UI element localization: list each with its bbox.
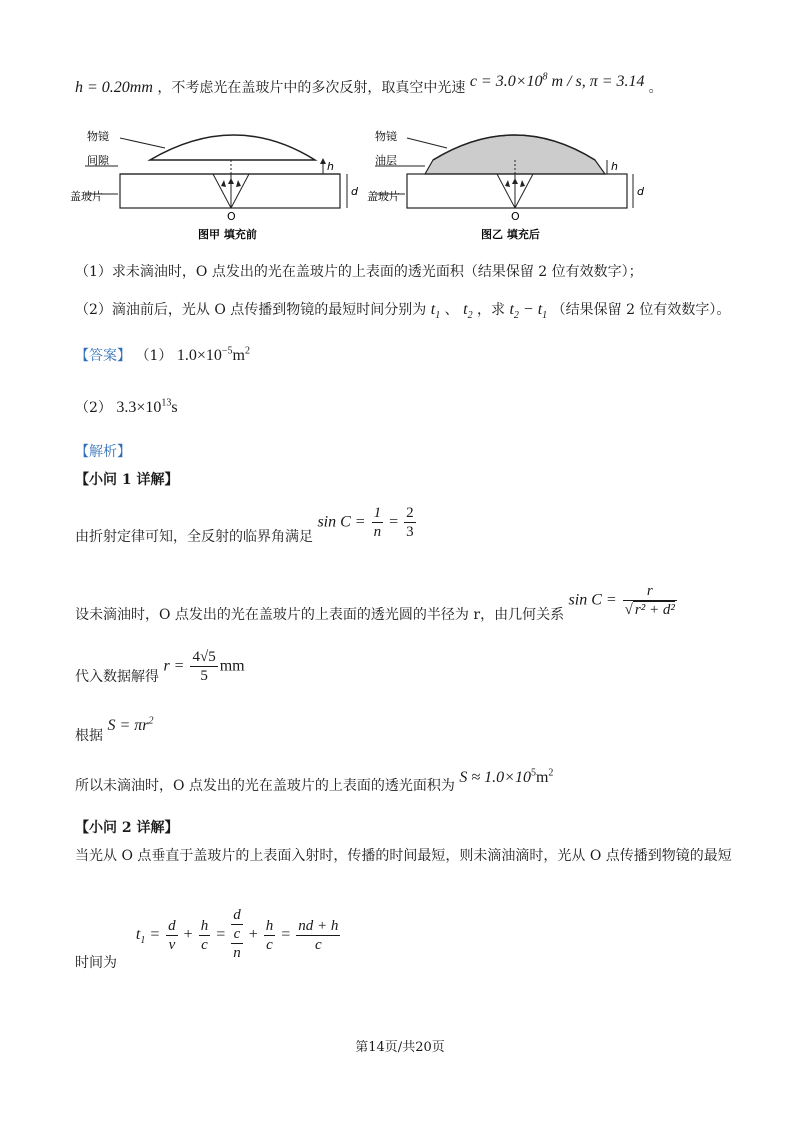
answer-2: （2） $3.3\times 10^{13}s$ [75, 397, 178, 416]
cover-slide-left [120, 174, 340, 208]
intro-end: 。 [648, 80, 663, 96]
cover-slide-right [407, 174, 627, 208]
label-O-left: O [227, 210, 236, 223]
arrow-right-2 [512, 178, 518, 184]
step-5: 所以未滴油时，O 点发出的光在盖玻片的上表面的透光面积为 $S \approx 1.0\times 10^5m^2$ [75, 767, 554, 794]
analysis-label: 【解析】 [75, 444, 131, 460]
ray-left-1 [213, 174, 231, 208]
arrow-right-3 [520, 180, 525, 187]
t2-symbol: $t_2$ [463, 301, 473, 322]
label-d-right: d [637, 185, 644, 198]
answer-1: 【答案】 （1） $1.0\times 10^{-5}m^2$ [75, 345, 250, 364]
label-slide-left: 盖玻片 [70, 190, 103, 203]
figure-left [85, 135, 347, 208]
caption-left: 图甲 填充前 [198, 228, 257, 241]
answer-label: 【答案】 [75, 348, 131, 364]
label-gap: 间隙 [87, 154, 109, 167]
step-1: 由折射定律可知，全反射的临界角满足 sin C = $\frac{1}{n}$ = $\frac{2}{3}$ [75, 505, 414, 545]
arrow-left-3 [236, 180, 241, 187]
answer-1-value: $1.0\times 10^{-5}m^2$ [176, 345, 250, 364]
h-arrow-left [320, 158, 326, 164]
intro-line [75, 71, 663, 98]
step-7: 时间为 $t_1$ = $\frac{d}{v}$ + $\frac{h}{c}$ = d c n + $\frac{h}{c}$ = $\frac{nd + h}{c}$ [75, 907, 339, 971]
intro-text: ，不考虑光在盖玻片中的多次反射，取真空中光速 [157, 80, 466, 96]
subquestion-1-heading: 【小问 1 详解】 [75, 472, 179, 488]
step-2: 设未滴油时，O 点发出的光在盖玻片的上表面的透光圆的半径为 r，由几何关系 sin C = $\frac{r}{\text{√ r² + d²}}$ [75, 583, 675, 623]
area-formula: $S = \pi r^2$ [107, 715, 154, 734]
arrow-left-2 [228, 178, 234, 184]
label-objective-right: 物镜 [375, 130, 397, 143]
arrow-right-1 [505, 180, 510, 187]
step-4: 根据 $S = \pi r^2$ [75, 715, 154, 744]
t-diff: $t_2 - t_1$ [509, 301, 548, 322]
objective-pointer-left [120, 138, 165, 148]
subquestion-2-heading: 【小问 2 详解】 [75, 820, 179, 836]
t1-symbol: $t_1$ [430, 301, 441, 322]
step-6: 当光从 O 点垂直于盖玻片的上表面入射时，传播的时间最短，则未滴油滴时，光从 O 点传播到物镜的最短 [75, 848, 732, 864]
label-slide-right: 盖玻片 [367, 190, 400, 203]
label-objective-left: 物镜 [87, 130, 109, 143]
microscope-figure [70, 120, 645, 250]
label-O-right: O [511, 210, 520, 223]
label-h-left: h [327, 160, 334, 173]
question-1: （1）求未滴油时，O 点发出的光在盖玻片的上表面的透光面积（结果保留 2 位有效数字）； [75, 264, 643, 280]
label-d-left: d [351, 185, 358, 198]
h-value: h = 0.20mm [75, 79, 153, 96]
step-3: 代入数据解得 r = $\frac{4√5}{5}$ mm [75, 649, 245, 685]
caption-right: 图乙 填充后 [481, 228, 540, 241]
arrow-left-1 [221, 180, 226, 187]
ray-right-1 [497, 174, 515, 208]
figure-right [375, 135, 633, 208]
question-2: （2）滴油前后，光从 O 点传播到物镜的最短时间分别为 $t_1$ 、 $t_2$ ，求 $t_2 - t_1$ （结果保留 2 位有效数字）。 [75, 301, 731, 322]
label-h-right: h [611, 160, 618, 173]
ray-right-3 [515, 174, 533, 208]
objective-pointer-right [407, 138, 447, 148]
label-oil: 油层 [375, 154, 397, 167]
c-value: $c = 3.0\times 10^8$ m / s, π = 3.14 [469, 71, 645, 90]
ray-left-3 [231, 174, 249, 208]
area-result: $S \approx 1.0\times 10^5m^2$ [459, 767, 554, 786]
answer-2-value: $3.3\times 10^{13}s$ [116, 397, 178, 416]
objective-lens-left [150, 135, 315, 160]
page-footer: 第14页/共20页 [355, 1040, 445, 1055]
